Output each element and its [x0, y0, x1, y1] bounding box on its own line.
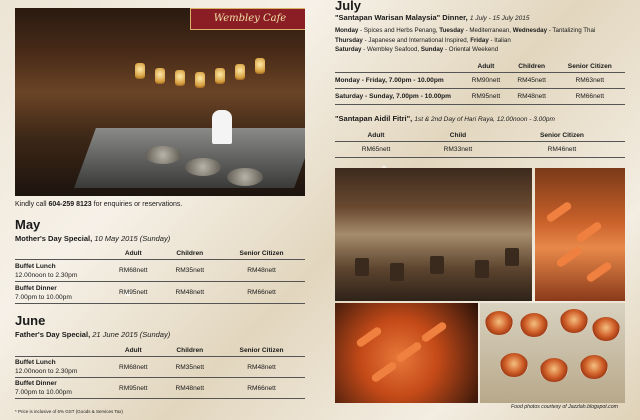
menu-theme-line: Thursday - Japanese and International Inspired, Friday - Italian — [335, 37, 511, 44]
pendant-lamp — [155, 68, 165, 84]
appetizer-cup — [592, 317, 620, 341]
meal-time: 7.00pm to 10.00pm — [15, 389, 72, 396]
price-adult: RM68nett — [105, 260, 162, 282]
table-row — [15, 282, 305, 304]
meal-period: Saturday - Sunday, 7.00pm - 10.00pm — [335, 89, 463, 105]
price-adult: RM90nett — [463, 73, 509, 89]
meal-name: Buffet Dinner — [15, 380, 57, 387]
prawn — [585, 261, 613, 284]
july-price-table — [335, 60, 625, 105]
chafing-dish — [145, 146, 181, 164]
appetizer-cup — [580, 355, 608, 379]
col-header-senior: Senior Citizen — [555, 60, 625, 73]
price-senior: RM66nett — [555, 89, 625, 105]
raya-price-table — [335, 130, 625, 158]
june-heading: June — [15, 313, 46, 328]
june-occasion-date: 21 June 2015 (Sunday) — [92, 330, 171, 339]
price-senior: RM66nett — [218, 282, 305, 304]
appetizer-cup — [540, 358, 568, 382]
prawn — [545, 201, 573, 224]
price-children: RM45nett — [509, 73, 555, 89]
restaurant-buffet-photo — [15, 8, 305, 196]
price-senior: RM48nett — [218, 357, 305, 378]
appetizer-cup — [520, 313, 548, 337]
prawn — [395, 341, 423, 364]
price-adult: RM65nett — [335, 142, 417, 158]
menu-theme-line: Saturday - Wembley Seafood, Sunday - Oriental Weekend — [335, 46, 499, 53]
col-header-adult: Adult — [105, 248, 162, 260]
meal-name: Buffet Lunch — [15, 359, 56, 366]
price-senior: RM66nett — [218, 378, 305, 399]
raya-event — [335, 114, 555, 123]
june-price-table — [15, 345, 305, 399]
col-header-adult: Adult — [335, 130, 417, 142]
pendant-lamp — [195, 72, 205, 88]
meal-time: 12.00noon to 2.30pm — [15, 271, 78, 279]
theme-name: Italian — [494, 37, 511, 44]
col-header-child: Child — [417, 130, 499, 142]
col-header-senior: Senior Citizen — [218, 248, 305, 260]
appetizer-cup — [485, 311, 513, 335]
reservation-prefix: Kindly call — [15, 201, 47, 208]
seafood-display-photo — [535, 168, 625, 301]
reservation-phone: 604-259 8123 — [48, 201, 92, 208]
july-event-dates: 1 July - 15 July 2015 — [469, 15, 530, 22]
prawn — [575, 221, 603, 244]
price-adult: RM95nett — [463, 89, 509, 105]
theme-day: Monday — [335, 27, 359, 34]
price-senior: RM48nett — [218, 260, 305, 282]
buffet-counter — [74, 128, 305, 188]
price-senior: RM63nett — [555, 73, 625, 89]
reservation-line — [15, 201, 182, 208]
restaurant-logo: Wembley Cafe — [190, 8, 305, 30]
col-header-children: Children — [162, 248, 219, 260]
col-header-senior: Senior Citizen — [499, 130, 625, 142]
theme-day: Thursday — [335, 37, 363, 44]
price-children: RM35nett — [162, 260, 219, 282]
theme-day: Saturday — [335, 46, 362, 53]
chair — [505, 248, 519, 266]
col-header-adult: Adult — [105, 345, 162, 357]
price-child: RM33nett — [417, 142, 499, 158]
may-heading: May — [15, 217, 41, 232]
table-row — [335, 73, 625, 89]
theme-name: Oriental Weekend — [448, 46, 499, 53]
price-senior: RM46nett — [499, 142, 625, 158]
price-children: RM48nett — [162, 282, 219, 304]
theme-day: Friday — [470, 37, 489, 44]
price-children: RM48nett — [162, 378, 219, 399]
june-occasion — [15, 330, 170, 339]
meal-name: Buffet Dinner — [15, 284, 57, 292]
pendant-lamp — [255, 58, 265, 74]
raya-event-title: "Santapan Aidil Fitri", — [335, 114, 413, 123]
meal-time: 7.00pm to 10.00pm — [15, 293, 72, 301]
theme-name: Spices and Herbs Penang — [363, 27, 436, 34]
raya-event-dates: 1st & 2nd Day of Hari Raya, 12.00noon - 3.00pm — [414, 116, 555, 123]
pendant-lamp — [175, 70, 185, 86]
price-children: RM35nett — [162, 357, 219, 378]
table-row — [15, 357, 305, 378]
meal-name: Buffet Lunch — [15, 262, 56, 270]
chair — [355, 258, 369, 276]
price-adult: RM68nett — [105, 357, 162, 378]
price-children: RM48nett — [509, 89, 555, 105]
appetizer-cup — [500, 353, 528, 377]
menu-theme-line: Monday - Spices and Herbs Penang, Tuesday - Mediterranean, Wednesday - Tantalizing Thai — [335, 27, 596, 34]
prawn — [555, 246, 583, 269]
appetizer-cups-photo — [480, 303, 625, 403]
may-occasion — [15, 234, 170, 243]
theme-name: Japanese and International Inspired — [368, 37, 467, 44]
prawn — [420, 321, 448, 344]
chafing-dish — [185, 158, 221, 176]
may-occasion-date: 10 May 2015 (Sunday) — [94, 234, 171, 243]
col-header-children: Children — [509, 60, 555, 73]
col-header-adult: Adult — [463, 60, 509, 73]
july-event-title: "Santapan Warisan Malaysia" Dinner, — [335, 13, 468, 22]
table-row — [15, 260, 305, 282]
meal-time: 12.00noon to 2.30pm — [15, 368, 78, 375]
chafing-dish — [227, 168, 263, 186]
table-row — [335, 142, 625, 158]
chair — [430, 256, 444, 274]
gst-footnote: * Price is inclusive of 6% GST (Goods & Services Tax) — [15, 409, 123, 414]
photo-credit: Food photos courtesy of Jazzlah.blogspot.com — [511, 404, 618, 410]
table-row — [15, 378, 305, 399]
chef-figure — [212, 110, 232, 144]
theme-day: Sunday — [420, 46, 444, 53]
june-occasion-title: Father's Day Special, — [15, 330, 91, 339]
july-event — [335, 13, 529, 22]
chair — [475, 260, 489, 278]
pendant-lamp — [135, 63, 145, 79]
price-adult: RM95nett — [105, 282, 162, 304]
chili-prawn-dish-photo — [335, 303, 478, 403]
theme-name: Mediterranean — [469, 27, 510, 34]
theme-name: Tantalizing Thai — [552, 27, 596, 34]
dining-area-photo — [335, 168, 532, 301]
reservation-suffix: for enquiries or reservations. — [93, 201, 183, 208]
theme-day: Wednesday — [512, 27, 548, 34]
prawn — [355, 326, 383, 349]
pendant-lamp — [235, 64, 245, 80]
col-header-senior: Senior Citizen — [218, 345, 305, 357]
appetizer-cup — [560, 309, 588, 333]
july-heading: July — [335, 0, 362, 13]
theme-name: Wembley Seafood — [366, 46, 418, 53]
prawn — [370, 361, 398, 384]
pendant-lamp — [215, 68, 225, 84]
price-adult: RM95nett — [105, 378, 162, 399]
may-price-table — [15, 248, 305, 304]
theme-day: Tuesday — [439, 27, 464, 34]
chair — [390, 263, 404, 281]
meal-period: Monday - Friday, 7.00pm - 10.00pm — [335, 73, 463, 89]
may-occasion-title: Mother's Day Special, — [15, 234, 93, 243]
col-header-children: Children — [162, 345, 219, 357]
table-row — [335, 89, 625, 105]
